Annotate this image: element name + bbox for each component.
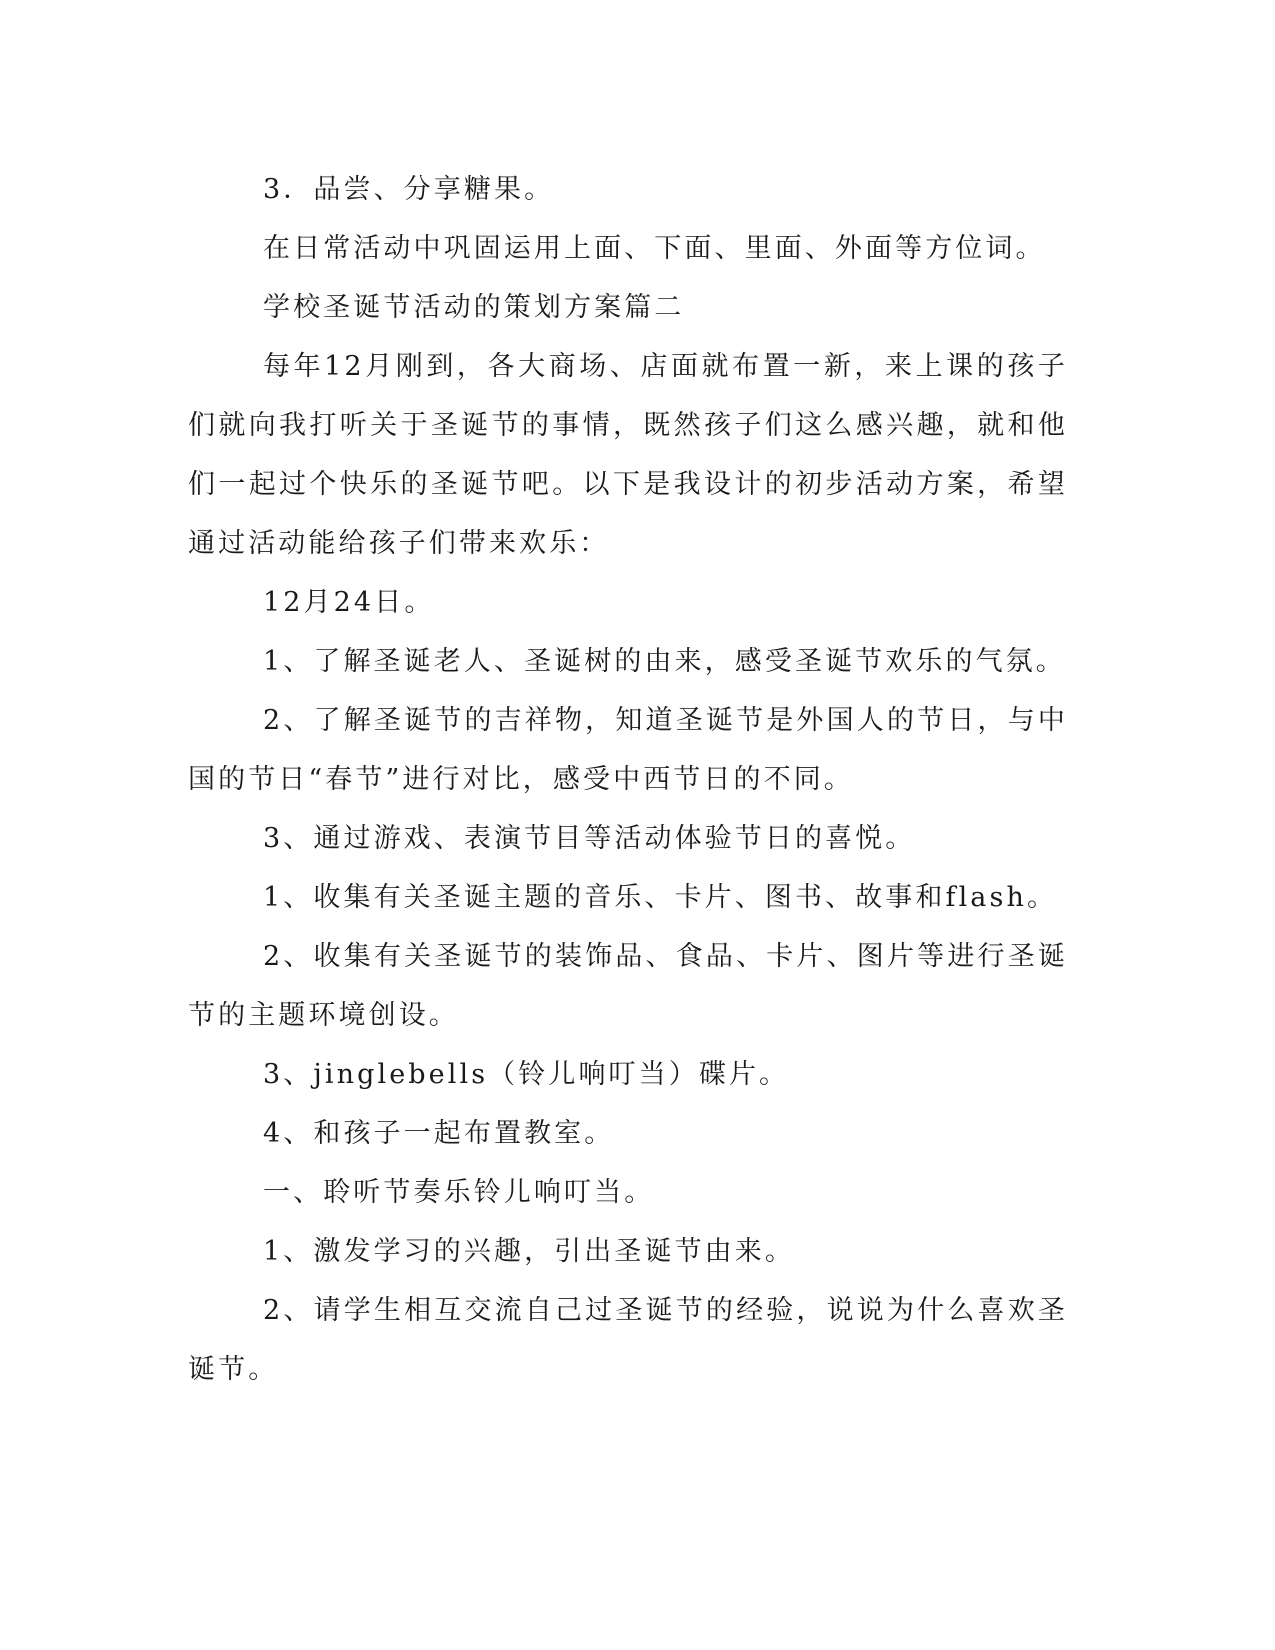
paragraph-position-words: 在日常活动中巩固运用上面、下面、里面、外面等方位词。 <box>263 233 1046 264</box>
prep-item-2: 2、收集有关圣诞节的装饰品、食品、卡片、图片等进行圣诞节的主题环境创设。 <box>188 941 1068 1031</box>
document-body <box>188 160 1068 1399</box>
prep-item-3: 3、jinglebells（铃儿响叮当）碟片。 <box>263 1059 790 1090</box>
activity-step-1: 1、激发学习的兴趣，引出圣诞节由来。 <box>263 1236 795 1267</box>
activity-step-2: 2、请学生相互交流自己过圣诞节的经验，说说为什么喜欢圣诞节。 <box>188 1295 1068 1385</box>
prep-item-4: 4、和孩子一起布置教室。 <box>263 1118 615 1149</box>
paragraph-tasting-candy: 3．品尝、分享糖果。 <box>263 174 555 205</box>
paragraph-date: 12月24日。 <box>263 587 435 618</box>
activity-heading-1: 一、聆听节奏乐铃儿响叮当。 <box>263 1177 655 1208</box>
goal-item-2: 2、了解圣诞节的吉祥物，知道圣诞节是外国人的节日，与中国的节日“春节”进行对比，感受中西节日的不同。 <box>188 705 1068 795</box>
paragraph-intro: 每年12月刚到，各大商场、店面就布置一新，来上课的孩子们就向我打听关于圣诞节的事情，既然孩子们这么感兴趣，就和他们一起过个快乐的圣诞节吧。以下是我设计的初步活动方案，希望通过活动能给孩子们带来欢乐： <box>188 351 1068 559</box>
goal-item-1: 1、了解圣诞老人、圣诞树的由来，感受圣诞节欢乐的气氛。 <box>263 646 1066 677</box>
section-heading: 学校圣诞节活动的策划方案篇二 <box>263 292 685 323</box>
prep-item-1: 1、收集有关圣诞主题的音乐、卡片、图书、故事和flash。 <box>263 882 1058 913</box>
goal-item-3: 3、通过游戏、表演节目等活动体验节日的喜悦。 <box>263 823 916 854</box>
